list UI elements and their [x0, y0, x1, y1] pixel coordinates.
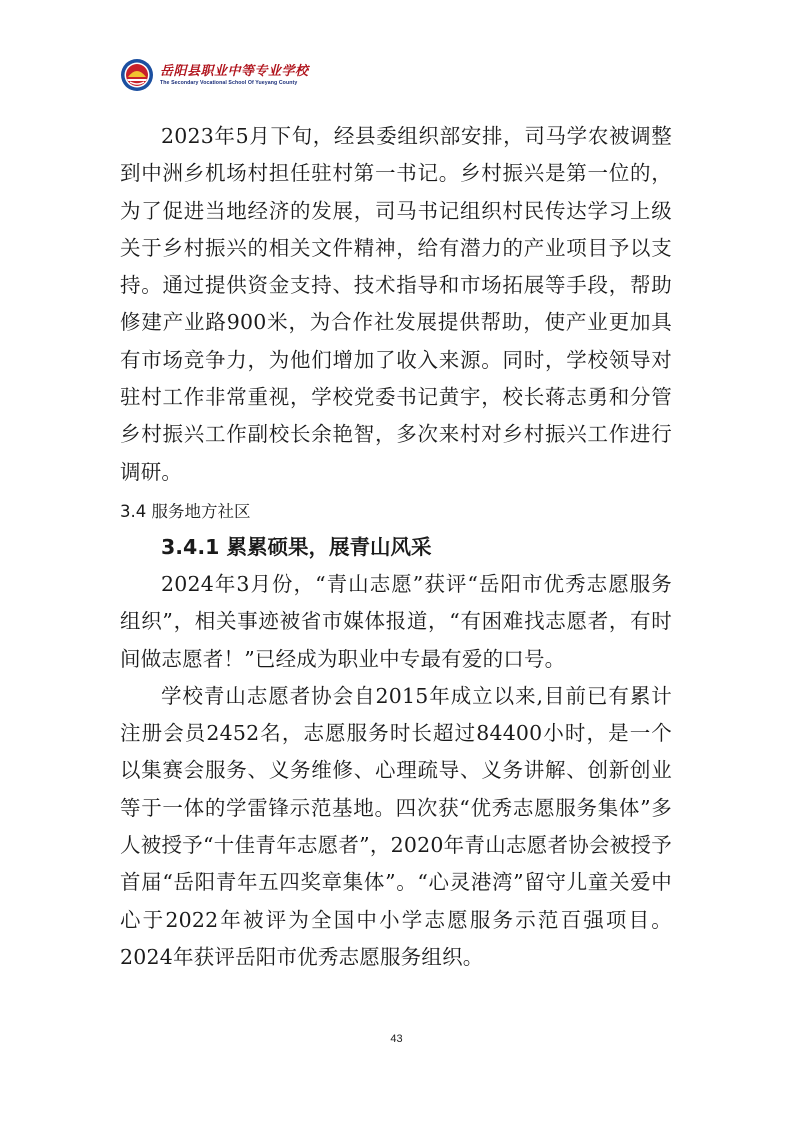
school-name-block [160, 64, 309, 87]
school-name-cn: 岳阳县职业中等专业学校 [160, 63, 309, 79]
subsection-heading-3-4-1: 3.4.1 累累硕果，展青山风采 [161, 534, 432, 559]
school-logo-icon [120, 58, 154, 92]
paragraph-volunteer-association: 学校青山志愿者协会自2015年成立以来,目前已有累计注册会员2452名，志愿服务时长超过84400小时，是一个以集赛会服务、义务维修、心理疏导、义务讲解、创新创业等于一体的学雷锋示范基地。四次获“优秀志愿服务集体”多人被授予“十佳青年志愿者”，2020年青山志愿者协会被授予首届“岳阳青年五四奖章集体”。“心灵港湾”留守儿童关爱中心于2022年被评为全国中小学志愿服务示范百强项目。2024年获评岳阳市优秀志愿服务组织。 [120, 683, 672, 969]
page-header [120, 57, 309, 93]
main-content [120, 118, 672, 976]
page-number: 43 [390, 1033, 403, 1045]
paragraph-award-2024: 2024年3月份，“青山志愿”获评“岳阳市优秀志愿服务组织”，相关事迹被省市媒体报道，“有困难找志愿者，有时间做志愿者！”已经成为职业中专最有爱的口号。 [120, 571, 672, 671]
school-name-en: The Secondary Vocational School Of Yueyang County [160, 79, 298, 86]
paragraph-village-work: 2023年5月下旬，经县委组织部安排，司马学农被调整到中洲乡机场村担任驻村第一书记。乡村振兴是第一位的，为了促进当地经济的发展，司马书记组织村民传达学习上级关于乡村振兴的相关文件精神，给有潜力的产业项目予以支持。通过提供资金支持、技术指导和市场拓展等手段，帮助修建产业路900米，为合作社发展提供帮助，使产业更加具有市场竞争力，为他们增加了收入来源。同时，学校领导对驻村工作非常重视，学校党委书记黄宇，校长蒋志勇和分管乡村振兴工作副校长余艳智，多次来村对乡村振兴工作进行调研。 [120, 124, 672, 484]
section-heading-3-4: 3.4 服务地方社区 [120, 501, 251, 521]
